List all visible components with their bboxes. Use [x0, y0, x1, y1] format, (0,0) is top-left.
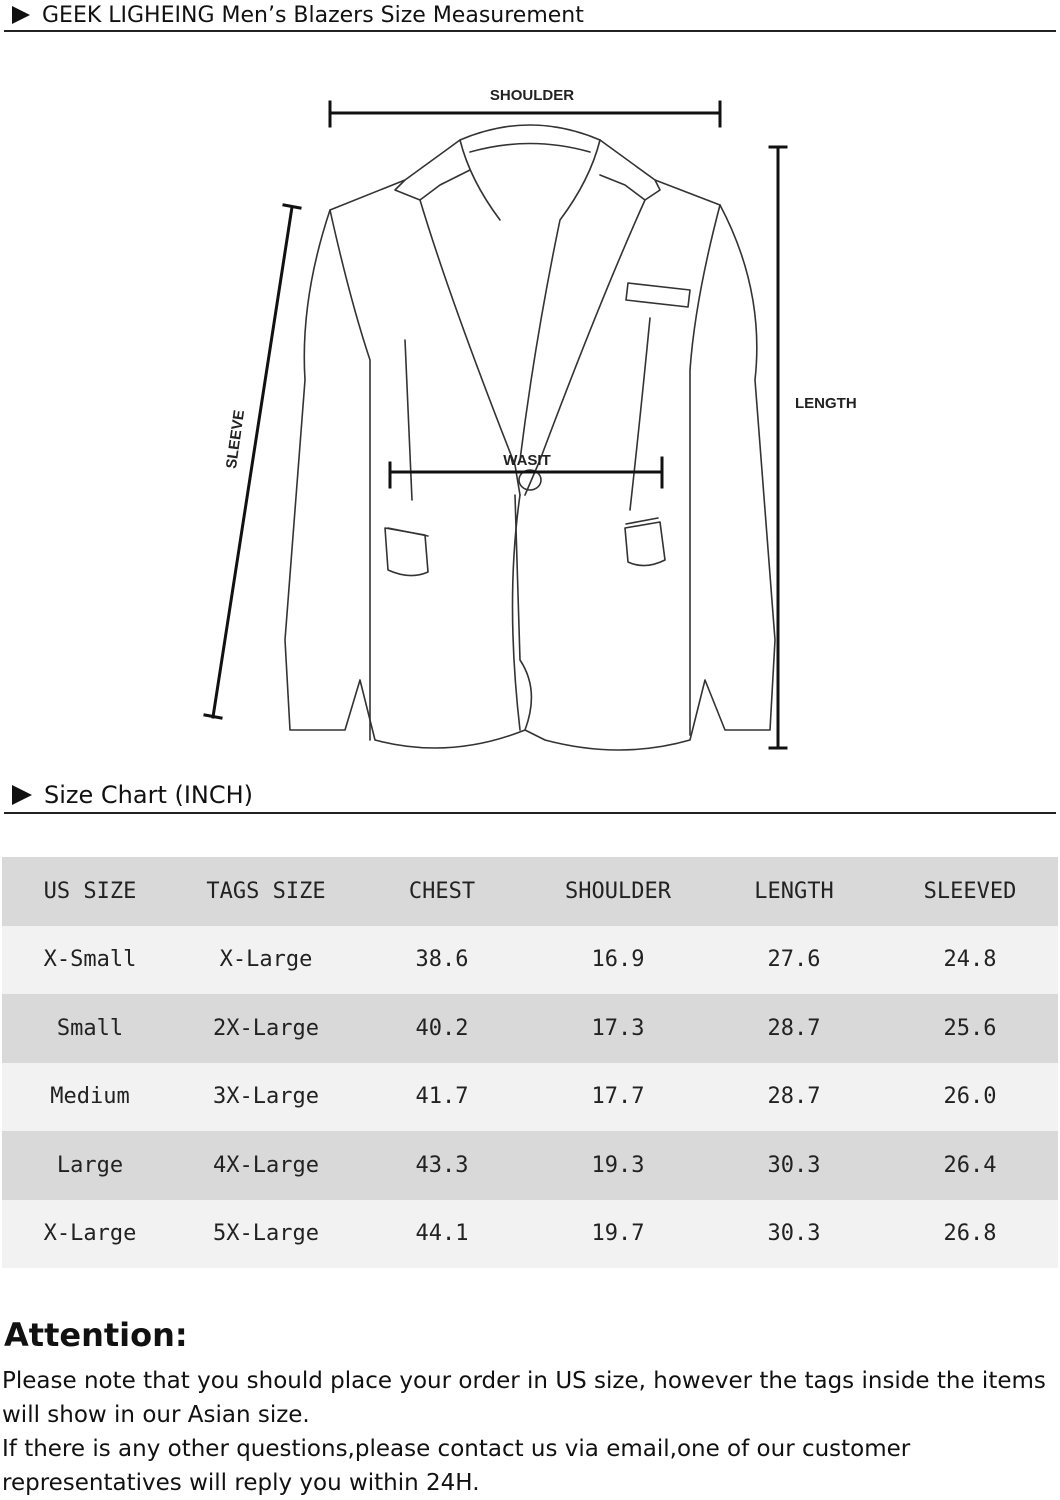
column-header: TAGS SIZE [206, 878, 326, 904]
table-cell: Small [56, 1015, 124, 1041]
table-cell: 43.3 [415, 1152, 469, 1178]
column-header: US SIZE [43, 878, 137, 904]
table-cell: 30.3 [767, 1152, 821, 1178]
table-cell: 19.3 [591, 1152, 645, 1178]
size-chart-table [2, 857, 1058, 1268]
table-cell: Large [56, 1152, 124, 1178]
table-row [2, 994, 1058, 1063]
table-row [2, 1063, 1058, 1132]
table-cell: 41.7 [415, 1084, 469, 1110]
table-cell: 30.3 [767, 1221, 821, 1247]
table-cell: 38.6 [415, 947, 469, 973]
attention-paragraph: If there is any other questions,please contact us via email,one of our customer representatives will reply you within 24H. [2, 1436, 911, 1496]
table-row [2, 1131, 1058, 1200]
table-row [2, 1200, 1058, 1269]
sleeve-label: SLEEVE [223, 408, 249, 470]
blazer-measurement-diagram [0, 40, 1060, 770]
table-cell: X-Large [43, 1221, 137, 1247]
attention-paragraph: Please note that you should place your order in US size, however the tags inside the items will show in our Asian size. [2, 1368, 1046, 1428]
table-cell: X-Large [219, 947, 313, 973]
table-cell: 40.2 [415, 1015, 469, 1041]
table-cell: 4X-Large [213, 1152, 319, 1178]
length-label: LENGTH [795, 395, 857, 412]
table-cell: 44.1 [415, 1221, 469, 1247]
shoulder-label: SHOULDER [489, 87, 575, 104]
measurement-heading [4, 0, 1056, 32]
column-header: CHEST [408, 878, 476, 904]
column-header: SHOULDER [565, 878, 671, 904]
table-header-row [2, 857, 1058, 926]
column-header: LENGTH [754, 878, 834, 904]
attention-title: Attention: [4, 1316, 188, 1354]
table-cell: 25.6 [943, 1015, 997, 1041]
table-cell: 17.3 [591, 1015, 645, 1041]
table-cell: Medium [50, 1084, 130, 1110]
column-header: SLEEVED [923, 878, 1017, 904]
table-row [2, 926, 1058, 995]
table-cell: 26.0 [943, 1084, 997, 1110]
table-cell: 2X-Large [213, 1015, 319, 1041]
triangle-arrow-icon [12, 785, 32, 805]
table-cell: X-Small [43, 947, 137, 973]
triangle-arrow-icon [12, 6, 30, 24]
table-cell: 16.9 [591, 947, 645, 973]
waist-label: WASIT [503, 452, 551, 469]
table-cell: 28.7 [767, 1084, 821, 1110]
size-chart-heading [4, 778, 1056, 814]
measurement-title: GEEK LIGHEING Men’s Blazers Size Measurement [42, 2, 584, 28]
attention-body [2, 1364, 1058, 1500]
table-cell: 5X-Large [213, 1221, 319, 1247]
table-cell: 17.7 [591, 1084, 645, 1110]
size-chart-title: Size Chart (INCH) [44, 781, 254, 809]
table-cell: 3X-Large [213, 1084, 319, 1110]
table-cell: 26.8 [943, 1221, 997, 1247]
table-cell: 24.8 [943, 947, 997, 973]
table-cell: 28.7 [767, 1015, 821, 1041]
table-cell: 27.6 [767, 947, 821, 973]
table-cell: 26.4 [943, 1152, 997, 1178]
table-cell: 19.7 [591, 1221, 645, 1247]
